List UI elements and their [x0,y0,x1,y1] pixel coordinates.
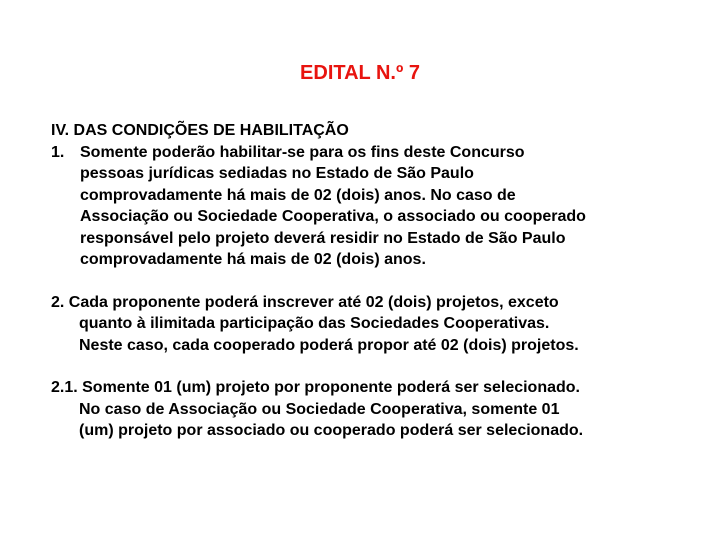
list-item-1-number: 1. [51,143,65,161]
document-body [51,120,691,442]
paragraph-item-2-line: Neste caso, cada cooperado poderá propor até 02 (dois) projetos. [79,336,579,354]
list-item-1-line: comprovadamente há mais de 02 (dois) anos. No caso de [80,186,516,204]
paragraph-item-2-line: 2. Cada proponente poderá inscrever até 02 (dois) projetos, exceto [51,293,559,311]
section-heading: IV. DAS CONDIÇÕES DE HABILITAÇÃO [51,122,349,139]
list-item-1-line: comprovadamente há mais de 02 (dois) anos. [80,251,426,268]
list-item-1-line: Associação ou Sociedade Cooperativa, o associado ou cooperado [80,208,586,225]
list-item-1-line: Somente poderão habilitar-se para os fins deste Concurso [80,143,525,161]
paragraph-item-2-1-line: (um) projeto por associado ou cooperado poderá ser selecionado. [79,422,584,439]
list-item-1-line: pessoas jurídicas sediadas no Estado de São Paulo [80,165,474,182]
list-item-1-text [80,142,586,271]
paragraph-item-2 [51,292,691,357]
list-item-1 [51,142,691,271]
list-item-1-line: responsável pelo projeto deverá residir no Estado de São Paulo [80,229,566,247]
paragraph-item-2-1-line: 2.1. Somente 01 (um) projeto por proponente poderá ser selecionado. [51,379,580,396]
paragraph-item-2-1-line: No caso de Associação ou Sociedade Cooperativa, somente 01 [79,400,560,418]
document-title: EDITAL N.º 7 [300,62,420,84]
paragraph-item-2-1 [51,377,691,442]
paragraph-item-2-line: quanto à ilimitada participação das Sociedades Cooperativas. [79,315,550,332]
